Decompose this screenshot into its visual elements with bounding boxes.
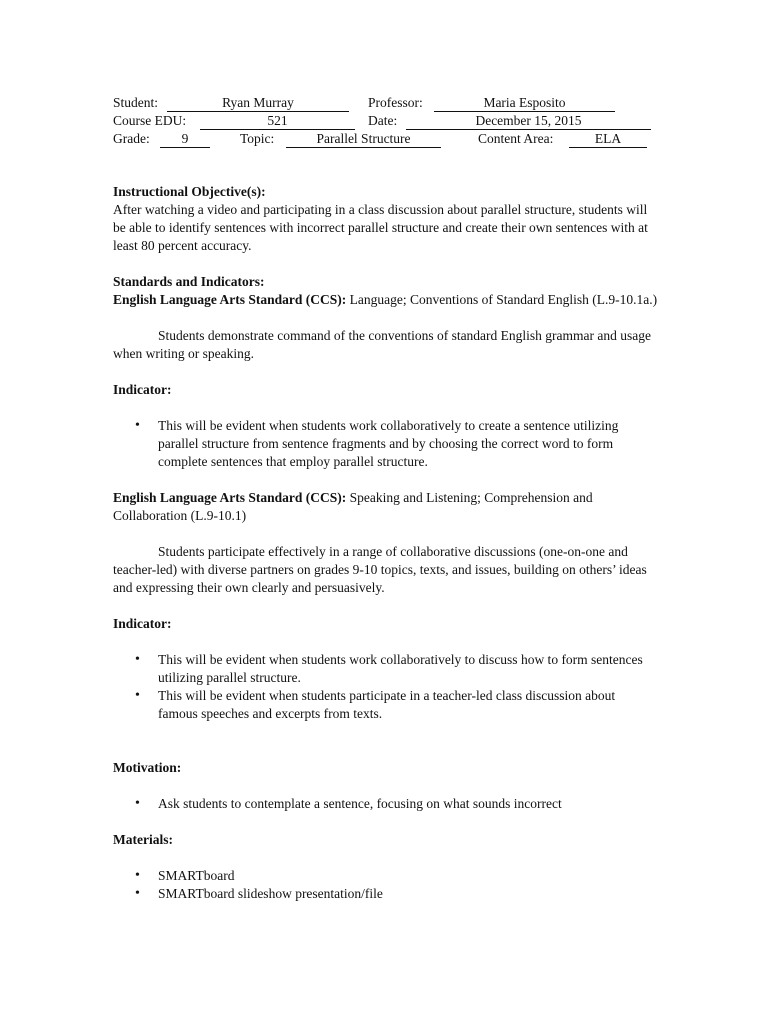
indicator-1-list bbox=[113, 417, 658, 471]
standard-1-text: Language; Conventions of Standard English (L.9-10.1a.) bbox=[346, 292, 658, 307]
materials-heading: Materials: bbox=[113, 832, 173, 847]
grade-label: Grade: bbox=[113, 131, 150, 146]
motivation-heading: Motivation: bbox=[113, 760, 182, 775]
date-label: Date: bbox=[368, 113, 398, 128]
list-item: • This will be evident when students participate in a teacher-led class discussion about famous speeches and excerpts from texts. bbox=[113, 687, 658, 723]
list-item: • This will be evident when students work collaboratively to create a sentence utilizing parallel structure from sentence fragments and by choosing the correct word to form complete sentences that employ parallel structure. bbox=[113, 417, 658, 471]
grade-value: 9 bbox=[160, 131, 210, 148]
list-item: • SMARTboard slideshow presentation/file bbox=[113, 885, 658, 903]
standard-1-description: Students demonstrate command of the conventions of standard English grammar and usage when writing or speaking. bbox=[113, 328, 652, 361]
course-value: 521 bbox=[200, 113, 355, 130]
standard-2-label: English Language Arts Standard (CCS): bbox=[113, 490, 347, 505]
course-label: Course EDU: bbox=[113, 113, 187, 128]
professor-value: Maria Esposito bbox=[434, 95, 615, 112]
standard-1 bbox=[113, 291, 658, 309]
materials-list bbox=[113, 867, 658, 903]
standards-heading: Standards and Indicators: bbox=[113, 274, 265, 289]
topic-label: Topic: bbox=[240, 131, 275, 146]
student-label: Student: bbox=[113, 95, 159, 110]
indicator-2-heading: Indicator: bbox=[113, 616, 172, 631]
list-item: • This will be evident when students work collaboratively to discuss how to form sentences utilizing parallel structure. bbox=[113, 651, 658, 687]
list-item: • SMARTboard bbox=[113, 867, 658, 885]
professor-label: Professor: bbox=[368, 95, 423, 110]
list-item: • Ask students to contemplate a sentence, focusing on what sounds incorrect bbox=[113, 795, 658, 813]
content-area-label: Content Area: bbox=[478, 131, 554, 146]
indicator-1-heading: Indicator: bbox=[113, 382, 172, 397]
date-value: December 15, 2015 bbox=[406, 113, 651, 130]
document-body bbox=[113, 183, 658, 903]
standard-1-label: English Language Arts Standard (CCS): bbox=[113, 292, 347, 307]
standard-2-description: Students participate effectively in a range of collaborative discussions (one-on-one and teacher-led) with diverse partners on grades 9-10 topics, texts, and issues, building on others’ ideas and expressing their own clearly and persuasively. bbox=[113, 544, 647, 595]
student-value: Ryan Murray bbox=[167, 95, 349, 112]
objective-text: After watching a video and participating in a class discussion about parallel structure, students will be able to identify sentences with incorrect parallel structure and create their own sentences with at least 80 percent accuracy. bbox=[113, 202, 648, 253]
motivation-list bbox=[113, 795, 658, 813]
objective-heading: Instructional Objective(s): bbox=[113, 184, 266, 199]
standard-2 bbox=[113, 489, 658, 525]
content-area-value: ELA bbox=[569, 131, 647, 148]
standard-2-text: Speaking and Listening; Comprehension and Collaboration (L.9-10.1) bbox=[113, 490, 593, 523]
topic-value: Parallel Structure bbox=[286, 131, 441, 148]
indicator-2-list bbox=[113, 651, 658, 723]
